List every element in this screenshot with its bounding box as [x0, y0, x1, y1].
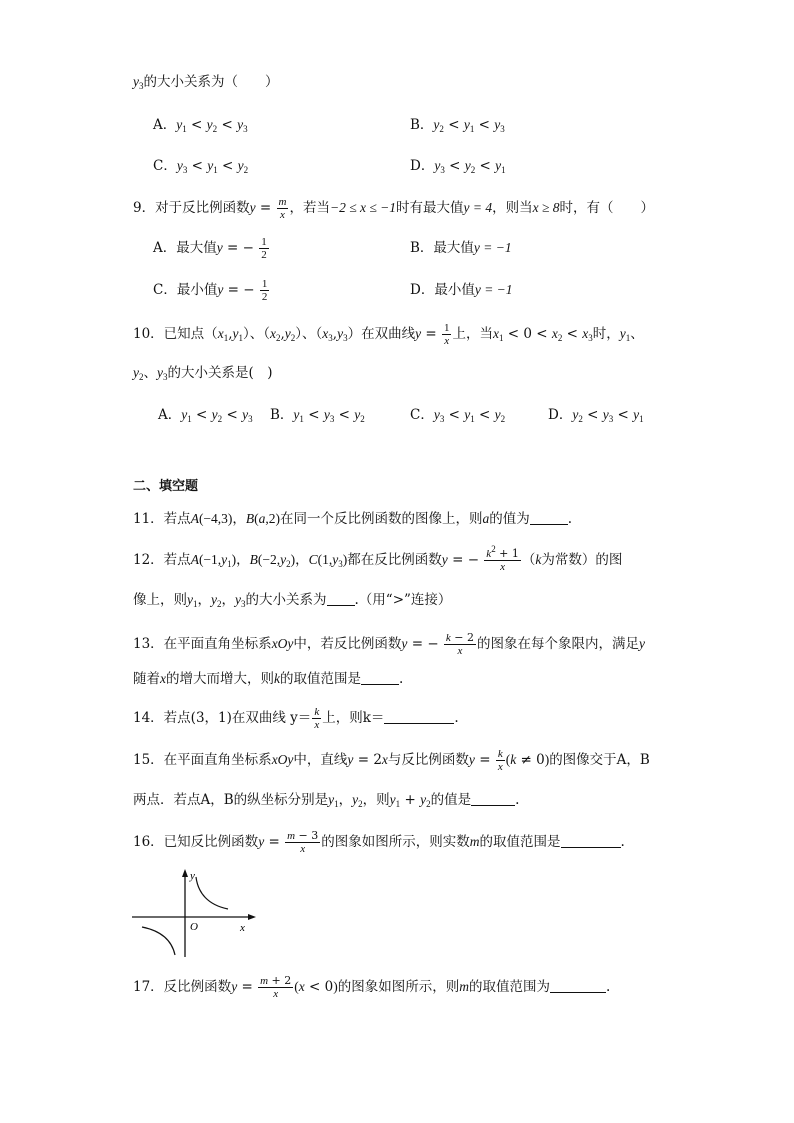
q12: 12．若点$A(-1,y_1)$，$B(-2,y_2)$，$C(1,y_3)$都在反比例函数y = − $\frac{k^2 + 1}{x}$ （k为常数）的图 — [133, 544, 623, 573]
hyperbola-branch-q1 — [196, 877, 228, 909]
q10-option-a[interactable]: A．$y_1 < y_2 < y_3$ — [158, 407, 253, 424]
q8-stem-line: $y_3$的大小关系为（ ） — [133, 74, 279, 91]
q17: 17．反比例函数y = $\frac{m + 2}{x}$ (x < 0)的图象如图所示，则m的取值范围为 . — [133, 974, 611, 1000]
q16-answer-blank[interactable] — [561, 833, 621, 848]
q11-answer-blank[interactable] — [530, 510, 568, 525]
q8-option-d[interactable]: D．$y_3 < y_2 < y_1$ — [410, 158, 506, 175]
q9-option-d[interactable]: D．最小值y = −1 — [410, 282, 513, 298]
q16: 16．已知反比例函数y = $\frac{m - 3}{x}$ 的图象如图所示，则实数m的取值范围是 . — [133, 829, 625, 855]
q10-stem-line2: $y_2$、$y_3$的大小关系是( ) — [133, 365, 273, 382]
q15: 15．在平面直角坐标系xOy中，直线y = 2x与反比例函数y = $\frac{k}{x}$ (k ≠ 0)的图像交于A，B — [133, 748, 650, 773]
q8-option-c[interactable]: C．$y_3 < y_1 < y_2$ — [153, 158, 249, 175]
section-title-fill-blank: 二、填空题 — [133, 479, 199, 494]
q8-option-a[interactable]: A．$y_1 < y_2 < y_3$ — [153, 117, 248, 134]
q9-option-b[interactable]: B．最大值y = −1 — [410, 240, 512, 256]
q10-option-c[interactable]: C．$y_3 < y_1 < y_2$ — [410, 407, 506, 424]
q17-answer-blank[interactable] — [550, 978, 606, 993]
q11: 11．若点A(−4,3)，B(a,2)在同一个反比例函数的图像上，则a的值为 . — [133, 511, 573, 527]
graph-y-label: y — [190, 870, 195, 882]
q16-hyperbola-graph — [130, 865, 260, 960]
q13-answer-blank[interactable] — [361, 670, 399, 685]
x-axis-arrow — [248, 914, 256, 920]
q12-line2: 像上，则$y_1$，$y_2$，$y_3$的大小关系为 .（用“>”连接） — [133, 592, 452, 609]
q9-stem: 9．对于反比例函数y = $\frac{m}{x}$ ，若当−2 ≤ x ≤ −1时有最大值y = 4，则当x ≥ 8时，有（ ） — [133, 196, 654, 221]
hyperbola-branch-q3 — [142, 927, 175, 955]
q13-line2: 随着x的增大而增大，则k的取值范围是 . — [133, 671, 404, 687]
q10-stem: 10．已知点$(x_1,y_1)$、$(x_2,y_2)$、$(x_3,y_3)$在双曲线y = $\frac{1}{x}$ 上，当$x_1 < 0 < x_2 < x_3$时，$y_1$、 — [133, 322, 644, 347]
q15-answer-blank[interactable] — [471, 791, 515, 806]
q14: 14．若点(3，1)在双曲线 y＝ $\frac{k}{x}$ 上，则k＝ . — [133, 706, 459, 731]
q12-answer-blank[interactable] — [327, 591, 355, 606]
q14-answer-blank[interactable] — [384, 709, 454, 724]
q13: 13．在平面直角坐标系xOy中，若反比例函数y = − $\frac{k - 2}{x}$ 的图象在每个象限内，满足y — [133, 631, 646, 657]
q9-option-c[interactable]: C．最小值y = − $\frac{1}{2}$ — [153, 278, 268, 303]
q8-option-b[interactable]: B．$y_2 < y_1 < y_3$ — [410, 117, 505, 134]
q8-stem: 的大小关系为（ ） — [143, 74, 279, 90]
q9-option-a[interactable]: A．最大值y = − $\frac{1}{2}$ — [153, 236, 267, 261]
q10-option-b[interactable]: B．$y_1 < y_3 < y_2$ — [270, 407, 365, 424]
q10-option-d[interactable]: D．$y_2 < y_3 < y_1$ — [548, 407, 644, 424]
graph-x-label: x — [240, 922, 245, 934]
graph-origin-label: O — [190, 921, 198, 933]
y-axis-arrow — [182, 869, 188, 877]
q15-line2: 两点．若点A，B的纵坐标分别是$y_1$，$y_2$，则$y_1 + y_2$的值是 . — [133, 792, 520, 809]
